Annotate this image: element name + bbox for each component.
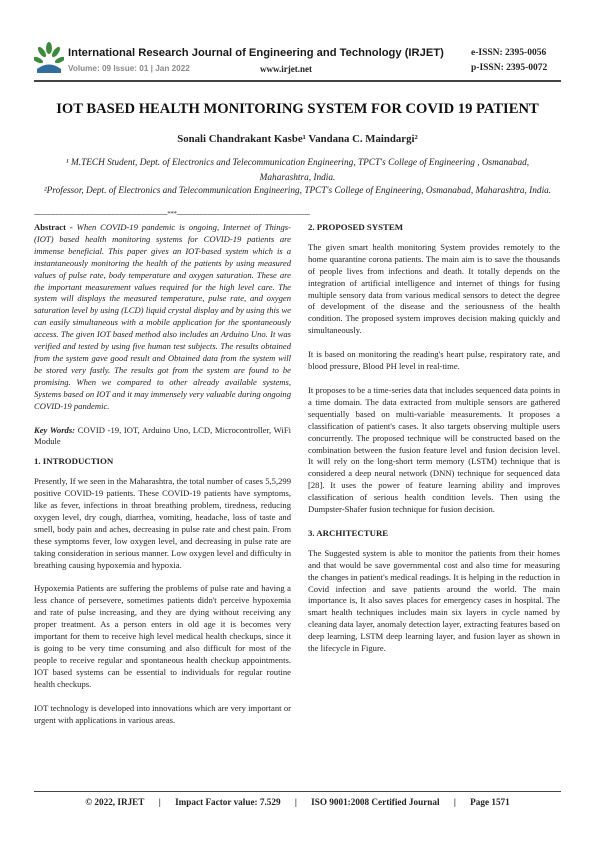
footer-separator: |: [158, 797, 161, 807]
footer-impact-factor: Impact Factor value: 7.529: [175, 797, 281, 807]
proposed-system-heading: 2. PROPOSED SYSTEM: [308, 222, 404, 232]
abstract-text: When COVID-19 pandemic is ongoing, Internet of Things- (IOT) based health monitoring systems for COVID-19 patients are immense beneficial. This paper gives an IOT-based system which is a instantaneously monitoring the health of the patients by using measured values of pulse rate, body temperature and oxygen saturation. These are the important measurement values required for the high level care. The system will displays the measured temperature, pulse rate, and oxygen saturation level by using (LCD) liquid crystal display and by using this we can easily simultaneous with a mobile application for the spontaneously access. The given IOT based method also includes an Arduino Uno. It was verified and tested by using five human test subjects. The results obtained from the system gave good result and Obtained data from the system will be stored very fastly. The results got from the system are found to be promising. When we compared to other already available systems, Systems based on IOT and it may immensely very valuable during ongoing COVID-19 pandemic.: [34, 222, 291, 411]
footer-iso: ISO 9001:2008 Certified Journal: [311, 797, 440, 807]
paper-title: IOT BASED HEALTH MONITORING SYSTEM FOR COVID 19 PATIENT: [56, 101, 539, 117]
footer-divider: [34, 791, 561, 792]
authors: Sonali Chandrakant Kasbe¹ Vandana C. Maindargi²: [177, 133, 418, 145]
proposed-paragraph-1: The given smart health monitoring System provides remotely to the home quarantine corona patients. The main aim is to save the thousands of people lives from infections and death. It totally depends on the integration of artificial intelligence and internet of things for fusing multiple sensory data from various medical sensors to detect the degree of development of the disease and the seriousness of the health condition. The proposed system improves decision making quickly and simultaneously.: [308, 241, 560, 336]
intro-paragraph-3: IOT technology is developed into innovations which are very important or urgent with applications in various areas.: [34, 702, 291, 725]
left-column: [34, 222, 291, 726]
keywords-text: COVID -19, IOT, Arduino Uno, LCD, Microcontroller, WiFi Module: [34, 424, 291, 447]
footer-copyright: © 2022, IRJET: [85, 797, 145, 807]
journal-title: International Research Journal of Engineering and Technology (IRJET): [68, 47, 444, 59]
footer-separator: |: [294, 797, 297, 807]
header-divider: [34, 80, 561, 82]
introduction-heading: 1. INTRODUCTION: [34, 456, 114, 467]
footer-page-number: Page 1571: [470, 797, 510, 807]
affiliation-2: ²Professor, Dept. of Electronics and Telecommunication Engineering, TPCT's College of Engineering, Osmanabad, Maharashtra, India.: [43, 186, 552, 196]
architecture-heading: 3. ARCHITECTURE: [308, 527, 389, 538]
website-link[interactable]: www.irjet.net: [260, 64, 312, 74]
footer: [34, 797, 561, 807]
keywords: [34, 425, 291, 449]
p-issn: p-ISSN: 2395-0072: [471, 63, 548, 73]
volume-issue: Volume: 09 Issue: 01 | Jan 2022: [68, 64, 190, 73]
abstract: [34, 222, 291, 413]
intro-paragraph-1: Presently, If we seen in the Maharashtra, the total number of cases 5,5,299 positive COVID-19 patients. These COVID-19 patients have symptoms, like as fever, infections in throat breathing problem, tiredness, reducing oxygen level, dry cough, diarrhea, vomiting, headache, loss of taste and smell, body pain and aches, decreasing in pulse rate and chest pain. From these symptoms fever, low oxygen level, and decreasing in pulse rate are taking consideration in serious manner. Low oxygen level and difficulty in breathing causing hypoxemia and hypoxia.: [34, 476, 291, 570]
section-separator: ---------------------------------------------------------------------***---------------------------------------------------------------------: [34, 210, 310, 218]
right-column: [308, 222, 560, 655]
architecture-paragraph-1: The Suggested system is able to monitor the patients from their homes and that would be save governmental cost and also time for measuring the changes in patient's medical readings. It is helping in the reduction in Covid infection and save patients around the world. The main importance is, It also saves places for emergency cases in hospital. The smart health techniques includes main six layers in cycle named by cleaning data layer, anomaly detection layer, extracting features based on deep learning, LSTM deep learning layer, and fusion layer as shown in the lifecycle in Figure.: [308, 547, 560, 654]
keywords-label: Key Words:: [34, 424, 76, 435]
intro-paragraph-2: Hypoxemia Patients are suffering the problems of pulse rate and having a less chance of persevere, sometimes patients didn't perceive hypoxemia and rate of pulse increasing, and they are dying without receiving any proper treatment. As a person enters in old age it is becomes very important for them to receive high level medical health checkups, since it is going to be very time consuming and also difficult for most of the people to receive regular and spontaneous health checkup appointments. IOT based systems can be essential to individuals for regular routine health checkups.: [34, 583, 291, 689]
e-issn: e-ISSN: 2395-0056: [471, 48, 547, 58]
irjet-logo-icon: [34, 42, 64, 76]
proposed-paragraph-3: It proposes to be a time-series data that includes sequenced data points in a time domain. The data extracted from multiple sensors are gathered sequentially based on multi-variable measurements. It proposes a classification of patient's cases. It also targets observing multiple users concurrently. The proposed technique will be constructed based on the combination between the fusion feature level and fusion decision level. It will rely on the long-short term memory (LSTM) technique that is considered a deep neural network (DNN) technique for sequenced data [28]. It uses the power of feature learning ability and improves classification of serious health condition levels. Then using the Dumpster-Shafer fusion technique for fusion decision.: [308, 384, 560, 515]
affiliation-1: ¹ M.TECH Student, Dept. of Electronics and Telecommunication Engineering, TPCT's College of Engineering , Osmanabad, Maharashtra, India.: [65, 158, 530, 183]
footer-separator: |: [453, 797, 456, 807]
proposed-paragraph-2: It is based on monitoring the reading's heart pulse, respiratory rate, and blood pressure, Blood PH level in real-time.: [308, 349, 560, 372]
abstract-label: Abstract -: [34, 222, 73, 232]
